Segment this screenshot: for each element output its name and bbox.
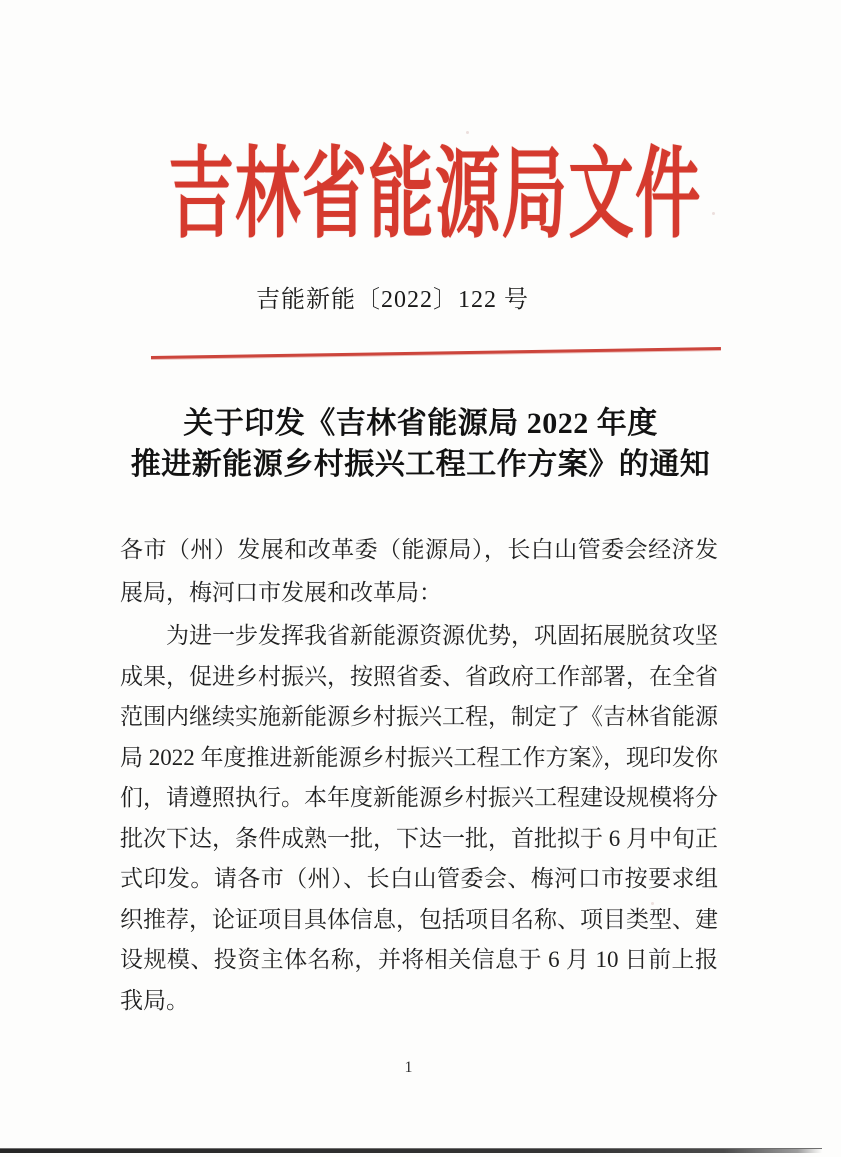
salutation-line-2: 展局，梅河口市发展和改革局：	[120, 580, 442, 605]
salutation-line-1: 各市（州）发展和改革委（能源局），长白山管委会经济发	[120, 537, 718, 562]
red-divider-line	[151, 347, 721, 359]
body-line-10: 我局。	[120, 987, 189, 1013]
body-line-6: 批次下达，条件成熟一批，下达一批，首批拟于 6 月中旬正	[120, 825, 718, 851]
document-reference-number: 吉能新能〔2022〕122 号	[256, 287, 529, 313]
page-number: 1	[404, 1059, 413, 1076]
body-line-8: 织推荐，论证项目具体信息，包括项目名称、项目类型、建	[120, 906, 718, 932]
body-line-9: 设规模、投资主体名称，并将相关信息于 6 月 10 日前上报	[120, 947, 718, 972]
scan-speckle	[712, 212, 715, 215]
letterhead-title	[0, 140, 841, 256]
body-line-2: 成果，促进乡村振兴，按照省委、省政府工作部署，在全省	[120, 663, 718, 689]
scan-speckle	[287, 755, 290, 758]
body-line-1: 为进一步发挥我省新能源资源优势，巩固拓展脱贫攻坚	[166, 623, 718, 648]
document-title	[90, 403, 751, 485]
body-line-5: 们，请遵照执行。本年度新能源乡村振兴工程建设规模将分	[120, 785, 718, 810]
scan-edge-artifact	[0, 1148, 822, 1153]
document-title-line-2: 推进新能源乡村振兴工程工作方案》的通知	[130, 448, 711, 481]
letterhead-title-text: 吉林省能源局文件	[167, 141, 702, 250]
document-title-line-1: 关于印发《吉林省能源局 2022 年度	[183, 407, 658, 440]
document-body	[120, 528, 718, 1021]
body-line-4: 局 2022 年度推进新能源乡村振兴工程工作方案》，现印发你	[120, 744, 718, 770]
scan-speckle	[466, 131, 469, 134]
body-line-7: 式印发。请各市（州）、长白山管委会、梅河口市按要求组	[120, 866, 718, 891]
body-line-3: 范围内继续实施新能源乡村振兴工程，制定了《吉林省能源	[120, 704, 718, 729]
scan-speckle	[651, 902, 654, 905]
